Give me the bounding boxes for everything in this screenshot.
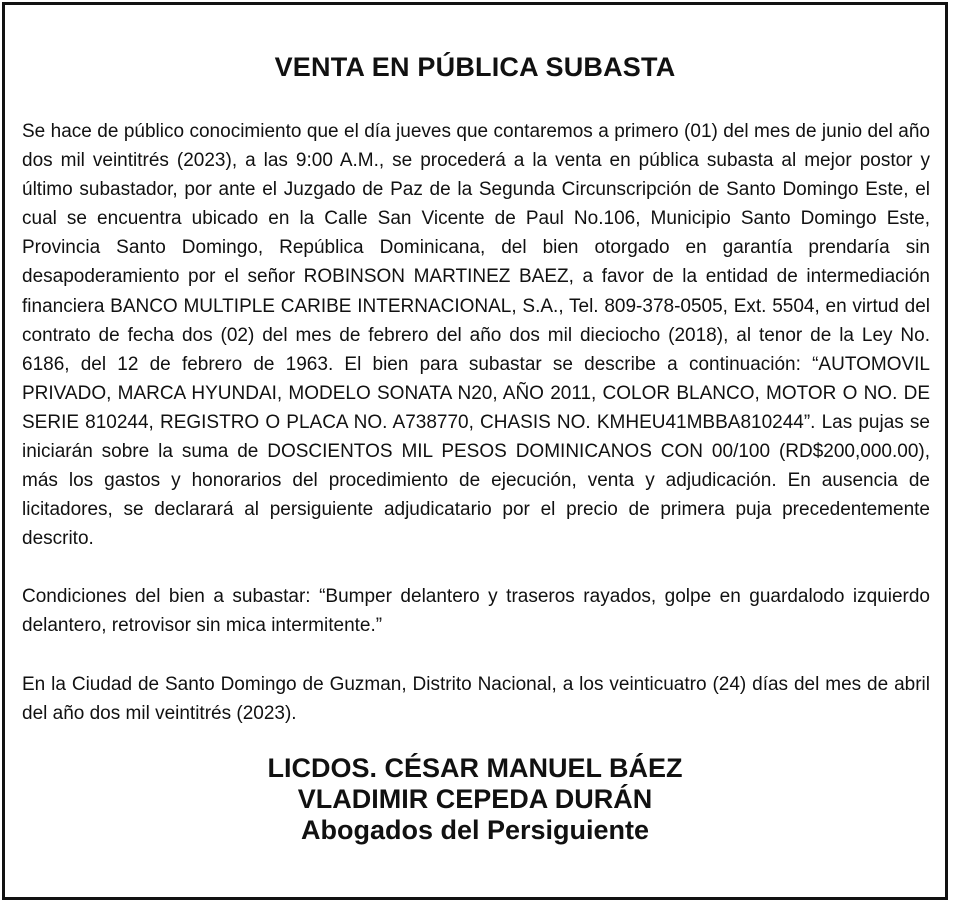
notice-frame [2, 2, 948, 900]
signature-line-role: Abogados del Persiguiente [300, 815, 650, 845]
conditions-paragraph: Condiciones del bien a subastar: “Bumper delantero y traseros rayados, golpe en guardalodo izquierdo delantero, retrovisor sin mica intermitente.” [22, 586, 930, 637]
signature-line-second-lawyer: VLADIMIR CEPEDA DURÁN [297, 784, 653, 814]
notice-body-paragraph: Se hace de público conocimiento que el día jueves que contaremos a primero (01) del mes de junio del año dos mil veintitrés (2023), a las 9:00 A.M., se procederá a la venta en pública subasta al mejor postor y último subastador, por ante el Juzgado de Paz de la Segunda Circunscripción de Santo Domingo Este, el cual se encuentra ubicado en la Calle San Vicente de Paul No.106, Municipio Santo Domingo Este, Provincia Santo Domingo, República Dominicana, del bien otorgado en garantía prendaría sin desapoderamiento por el señor ROBINSON MARTINEZ BAEZ, a favor de la entidad de intermediación financiera BANCO MULTIPLE CARIBE INTERNACIONAL, S.A., Tel. 809-378-0505, Ext. 5504, en virtud del contrato de fecha dos (02) del mes de febrero del año dos mil dieciocho (2018), al tenor de la Ley No. 6186, del 12 de febrero de 1963. El bien para subastar se describe a continuación: “AUTOMOVIL PRIVADO, MARCA HYUNDAI, MODELO SONATA N20, AÑO 2011, COLOR BLANCO, MOTOR O NO. DE SERIE 810244, REGISTRO O PLACA NO. A738770, CHASIS NO. KMHEU41MBBA810244”. Las pujas se iniciarán sobre la suma de DOSCIENTOS MIL PESOS DOMINICANOS CON 00/100 (RD$200,000.00), más los gastos y honorarios del procedimiento de ejecución, venta y adjudicación. En ausencia de licitadores, se declarará al persiguiente adjudicatario por el precio de primera puja precedentemente descrito. [22, 121, 930, 550]
place-date-paragraph: En la Ciudad de Santo Domingo de Guzman, Distrito Nacional, a los veinticuatro (24) días del mes de abril del año dos mil veintitrés (2023). [22, 674, 930, 725]
signature-block [5, 753, 945, 846]
signature-line-lawyers: LICDOS. CÉSAR MANUEL BÁEZ [267, 753, 683, 783]
notice-title: VENTA EN PÚBLICA SUBASTA [274, 52, 676, 82]
